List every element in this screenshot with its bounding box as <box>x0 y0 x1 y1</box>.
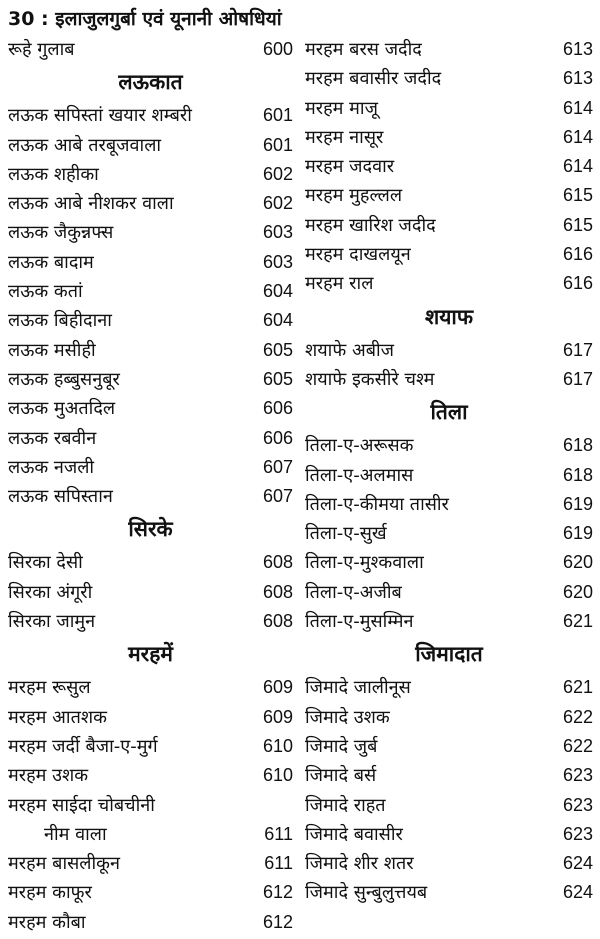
toc-entry <box>305 461 593 490</box>
section-heading: तिला <box>430 400 468 425</box>
page-number: 614 <box>562 156 593 177</box>
toc-entry <box>8 703 293 732</box>
toc-entry <box>305 878 593 907</box>
toc-entry <box>305 64 593 93</box>
page-number: 618 <box>562 435 593 456</box>
entry-title: मरहम रूसुल <box>8 677 91 699</box>
section-heading: शयाफ <box>424 304 474 329</box>
entry-title: शयाफे अबीज <box>305 339 394 361</box>
entry-title: मरहम माजू <box>305 97 378 119</box>
entry-title: तिला-ए-अलमास <box>305 464 414 486</box>
entry-title: लऊक बादाम <box>8 251 94 273</box>
toc-entry <box>8 424 293 453</box>
page-number: 604 <box>262 281 293 302</box>
page-header: 30 : इलाजुलगुर्बा एवं यूनानी ओषधियां <box>8 8 282 30</box>
page-number: 607 <box>262 486 293 507</box>
toc-entry <box>8 761 293 790</box>
page-number: 616 <box>562 273 593 294</box>
toc-entry <box>305 548 593 577</box>
section-heading: सिरके <box>128 517 173 542</box>
toc-entry <box>305 431 593 460</box>
toc-entry <box>8 218 293 247</box>
entry-title: लऊक मुअतदिल <box>8 398 116 420</box>
page-number: 618 <box>562 464 593 485</box>
page-number: 610 <box>262 735 293 756</box>
toc-entry <box>305 673 593 702</box>
entry-title: लऊक हब्बुसनुबूर <box>8 368 120 390</box>
toc-entry <box>8 578 293 607</box>
toc-entry <box>8 160 293 189</box>
entry-title: मरहम कौबा <box>8 911 86 933</box>
entry-title: तिला-ए-अजीब <box>305 581 402 603</box>
entry-title: लऊक बिहीदाना <box>8 310 112 332</box>
left-column <box>8 35 293 937</box>
entry-title: मरहम काफूर <box>8 882 92 904</box>
page-number: 609 <box>262 677 293 698</box>
page-number: 600 <box>262 39 293 59</box>
page-number: 605 <box>262 368 293 389</box>
entry-title: मरहम नासूर <box>305 126 384 148</box>
toc-entry <box>305 849 593 878</box>
toc-entry <box>8 732 293 761</box>
toc-entry <box>8 849 293 878</box>
toc-entry <box>305 211 593 240</box>
entry-title: लऊक सपिस्तां खयार शम्बरी <box>8 105 192 127</box>
page-number: 603 <box>262 222 293 243</box>
right-column <box>305 35 593 908</box>
page-number: 608 <box>262 581 293 602</box>
page-number: 603 <box>262 251 293 272</box>
section-heading: लऊकात <box>118 70 183 95</box>
page-number: 617 <box>562 339 593 360</box>
entry-title: तिला-ए-मुसम्मिन <box>305 611 414 633</box>
page-number: 615 <box>562 185 593 206</box>
page-number: 607 <box>262 456 293 477</box>
page-number: 624 <box>562 853 593 874</box>
toc-entry <box>8 336 293 365</box>
entry-title: तिला-ए-अरूसक <box>305 435 414 457</box>
toc-entry <box>8 394 293 423</box>
toc-entry <box>8 607 293 636</box>
toc-entry <box>8 878 293 907</box>
toc-entry <box>8 248 293 277</box>
entry-title: मरहम बरस जदीद <box>305 39 422 60</box>
page-number: 614 <box>562 126 593 147</box>
page-number: 608 <box>262 552 293 573</box>
toc-entry <box>305 181 593 210</box>
toc-entry <box>8 365 293 394</box>
toc-entry <box>305 519 593 548</box>
entry-title: लऊक रबवीन <box>8 427 97 449</box>
page-number: 623 <box>562 765 593 786</box>
page-number: 621 <box>562 611 593 632</box>
entry-title: लऊक कतां <box>8 281 83 303</box>
page-number: 606 <box>262 398 293 419</box>
page-number: 601 <box>262 105 293 126</box>
entry-title: जिमादे उशक <box>305 706 390 728</box>
toc-entry <box>305 152 593 181</box>
page-number: 617 <box>562 368 593 389</box>
entry-title: जिमादे बर्स <box>305 765 377 787</box>
toc-entry <box>8 277 293 306</box>
entry-title: मरहम जर्दी बैजा-ए-मुर्ग <box>8 735 158 757</box>
entry-title: लऊक नजली <box>8 456 95 478</box>
page-number: 610 <box>262 765 293 786</box>
entry-title: मरहम साईदा चोबचीनी <box>8 794 155 816</box>
entry-title: मरहम खारिश जदीद <box>305 214 436 236</box>
entry-title: लऊक आबे तरबूजवाला <box>8 134 162 156</box>
toc-entry <box>305 761 593 790</box>
page-number: 622 <box>562 706 593 727</box>
page-number: 613 <box>562 68 593 89</box>
section-heading: मरहमें <box>128 642 173 667</box>
toc-entry <box>8 548 293 577</box>
page-number: 611 <box>264 853 293 874</box>
entry-title: तिला-ए-मुश्कवाला <box>305 552 424 574</box>
toc-entry <box>305 336 593 365</box>
page-number: 624 <box>562 882 593 903</box>
page-number: 614 <box>562 97 593 118</box>
page-number: 611 <box>264 823 293 844</box>
page-number: 621 <box>562 677 593 698</box>
page-number: 613 <box>562 39 593 59</box>
toc-entry <box>305 240 593 269</box>
toc-entry <box>305 607 593 636</box>
toc-entry <box>8 101 293 130</box>
entry-title: सिरका देसी <box>8 552 83 574</box>
toc-entry <box>8 673 293 702</box>
entry-title: तिला-ए-सुर्ख <box>305 523 387 545</box>
page-number: 616 <box>562 244 593 265</box>
toc-entry <box>305 490 593 519</box>
page-number: 622 <box>562 735 593 756</box>
section-heading: जिमादात <box>415 642 483 667</box>
entry-title: जिमादे राहत <box>305 794 386 816</box>
page-number: 615 <box>562 214 593 235</box>
toc-entry <box>8 131 293 160</box>
toc-entry <box>305 578 593 607</box>
entry-title: तिला-ए-कीमया तासीर <box>305 493 449 515</box>
entry-title: रूहे गुलाब <box>8 39 75 60</box>
page-number: 606 <box>262 427 293 448</box>
page-number: 608 <box>262 611 293 632</box>
toc-entry <box>305 791 593 820</box>
entry-title: लऊक शहीका <box>8 163 99 185</box>
entry-title: मरहम राल <box>305 273 374 295</box>
page-number: 623 <box>562 794 593 815</box>
page-number: 619 <box>562 523 593 544</box>
entry-title: मरहम मुहल्लल <box>305 185 403 207</box>
toc-entry <box>8 453 293 482</box>
page-number: 612 <box>262 911 293 932</box>
toc-entry <box>305 732 593 761</box>
entry-title: लऊक जैकुन्नफ्स <box>8 222 114 244</box>
entry-title: मरहम बासलीकून <box>8 853 120 875</box>
page-number: 602 <box>262 163 293 184</box>
toc-entry <box>8 908 293 937</box>
page-number: 620 <box>562 581 593 602</box>
entry-title: मरहम जदवार <box>305 156 395 178</box>
toc-entry <box>305 703 593 732</box>
page-number: 601 <box>262 134 293 155</box>
toc-entry <box>305 123 593 152</box>
toc-entry <box>8 820 293 849</box>
toc-entry <box>305 269 593 298</box>
page-number: 609 <box>262 706 293 727</box>
entry-title: लऊक मसीही <box>8 339 96 361</box>
entry-title: मरहम दाखलयून <box>305 244 411 266</box>
entry-title: जिमादे शीर शतर <box>305 853 414 875</box>
entry-title: मरहम उशक <box>8 765 89 787</box>
entry-title: जिमादे बवासीर <box>305 823 403 845</box>
page-number: 605 <box>262 339 293 360</box>
entry-title: सिरका अंगूरी <box>8 581 93 603</box>
page-number: 623 <box>562 823 593 844</box>
toc-entry <box>8 306 293 335</box>
toc-entry <box>305 35 593 64</box>
toc-entry <box>8 482 293 511</box>
toc-entry <box>8 791 293 820</box>
entry-title: जिमादे जालीनूस <box>305 677 411 699</box>
entry-title: जिमादे जुर्ब <box>305 735 378 757</box>
toc-entry <box>8 189 293 218</box>
toc-entry <box>305 365 593 394</box>
entry-title: मरहम बवासीर जदीद <box>305 68 442 90</box>
entry-title: नीम वाला <box>44 823 107 845</box>
page-number: 604 <box>262 310 293 331</box>
page-number: 619 <box>562 493 593 514</box>
toc-entry <box>8 35 293 64</box>
entry-title: मरहम आतशक <box>8 706 107 728</box>
entry-title: सिरका जामुन <box>8 611 96 633</box>
entry-title: जिमादे सुन्बुलुत्तयब <box>305 882 428 904</box>
entry-title: शयाफे इकसीरे चश्म <box>305 368 435 390</box>
entry-title: लऊक आबे नीशकर वाला <box>8 193 174 215</box>
entry-title: लऊक सपिस्तान <box>8 486 113 508</box>
page-number: 620 <box>562 552 593 573</box>
toc-entry <box>305 94 593 123</box>
toc-entry <box>305 820 593 849</box>
page-number: 602 <box>262 193 293 214</box>
page-number: 612 <box>262 882 293 903</box>
